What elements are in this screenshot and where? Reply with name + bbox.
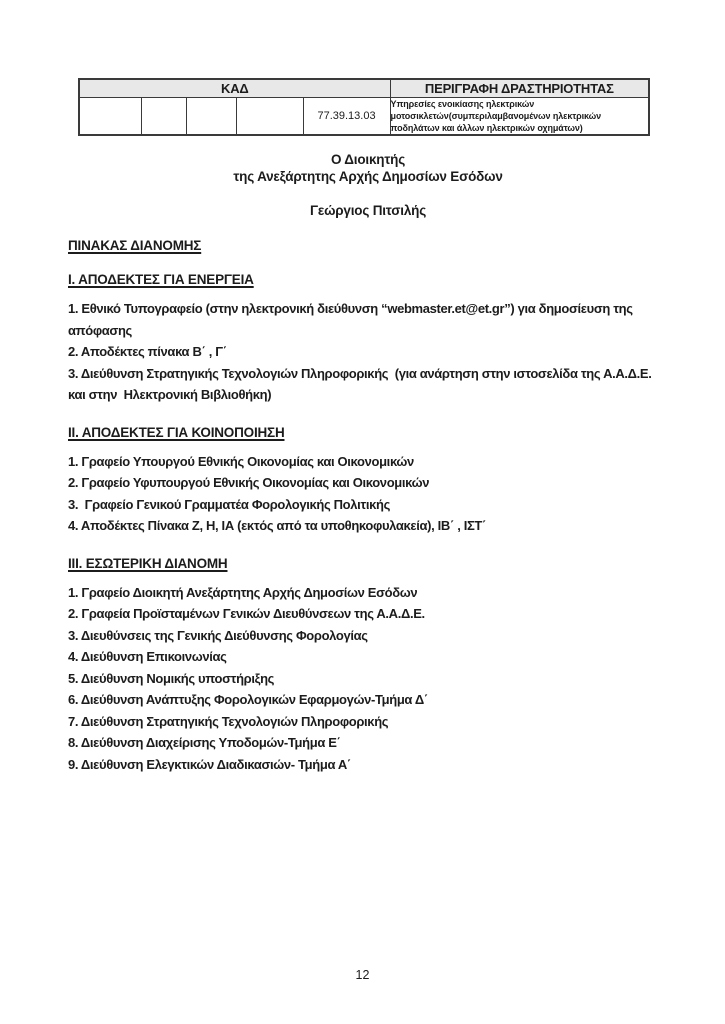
list-item: 4. Διεύθυνση Επικοινωνίας xyxy=(68,649,227,665)
distribution-table-title: ΠΙΝΑΚΑΣ ΔΙΑΝΟΜΗΣ xyxy=(68,238,202,254)
list-item: 2. Γραφείο Υφυπουργού Εθνικής Οικονομίας και Οικονομικών xyxy=(68,475,430,491)
kad-code-cell: 77.39.13.03 xyxy=(303,98,390,136)
list-item: 7. Διεύθυνση Στρατηγικής Τεχνολογιών Πληροφορικής xyxy=(68,713,389,729)
empty-cell xyxy=(79,98,141,136)
signatory-title-line2: της Ανεξάρτητης Αρχής Δημοσίων Εσόδων xyxy=(233,169,503,185)
list-item: 3. Διεύθυνση Στρατηγικής Τεχνολογιών Πληροφορικής (για ανάρτηση στην ιστοσελίδα της Α.Α.Δ.Ε. και στην Ηλεκτρονική Βιβλιοθήκη) xyxy=(68,365,655,403)
section-heading-recipients-for-notification: ΙΙ. ΑΠΟΔΕΚΤΕΣ ΓΙΑ ΚΟΙΝΟΠΟΙΗΣΗ xyxy=(68,424,285,440)
table-header-row xyxy=(79,79,649,98)
list-item: 4. Αποδέκτες Πίνακα Ζ, Η, ΙΑ (εκτός από τα υποθηκοφυλακεία), ΙΒ΄ , ΙΣΤ΄ xyxy=(68,518,486,534)
list-item: 3. Διευθύνσεις της Γενικής Διεύθυνσης Φορολογίας xyxy=(68,627,368,643)
list-item: 5. Διεύθυνση Νομικής υποστήριξης xyxy=(68,670,275,686)
kad-table xyxy=(78,78,650,136)
list-item: 1. Γραφείο Διοικητή Ανεξάρτητης Αρχής Δημοσίων Εσόδων xyxy=(68,584,418,600)
activity-description-column-header: ΠΕΡΙΓΡΑΦΗ ΔΡΑΣΤΗΡΙΟΤΗΤΑΣ xyxy=(390,79,649,98)
document-content xyxy=(68,78,668,775)
list-item: 2. Αποδέκτες πίνακα Β΄ , Γ΄ xyxy=(68,344,227,360)
section-heading-internal-distribution: ΙΙΙ. ΕΣΩΤΕΡΙΚΗ ΔΙΑΝΟΜΗ xyxy=(68,555,228,571)
section-items-recipients-for-notification xyxy=(68,451,668,537)
list-item: 3. Γραφείο Γενικού Γραμματέα Φορολογικής Πολιτικής xyxy=(68,496,391,512)
list-item: 8. Διεύθυνση Διαχείρισης Υποδομών-Τμήμα Ε΄ xyxy=(68,735,341,751)
section-items-internal-distribution xyxy=(68,582,668,776)
signatory-name: Γεώργιος Πιτσιλής xyxy=(309,203,427,219)
list-item: 1. Εθνικό Τυπογραφείο (στην ηλεκτρονική διεύθυνση “webmaster.et@et.gr”) για δημοσίευση της απόφασης xyxy=(68,301,636,338)
list-item: 9. Διεύθυνση Ελεγκτικών Διαδικασιών- Τμήμα Α΄ xyxy=(68,756,351,772)
empty-cell xyxy=(141,98,186,136)
empty-cell xyxy=(236,98,303,136)
table-row xyxy=(79,98,649,136)
list-item: 1. Γραφείο Υπουργού Εθνικής Οικονομίας και Οικονομικών xyxy=(68,453,414,469)
section-items-recipients-for-action xyxy=(68,298,668,406)
signatory-title-line1: Ο Διοικητής xyxy=(330,152,406,168)
list-item: 6. Διεύθυνση Ανάπτυξης Φορολογικών Εφαρμογών-Τμήμα Δ΄ xyxy=(68,692,428,708)
list-item: 2. Γραφεία Προϊσταμένων Γενικών Διευθύνσεων της Α.Α.Δ.Ε. xyxy=(68,606,425,622)
page-number: 12 xyxy=(355,968,370,982)
signature-block xyxy=(68,151,668,219)
activity-description-cell: Υπηρεσίες ενοικίασης ηλεκτρικών μοτοσικλετών(συμπεριλαμβανομένων ηλεκτρικών ποδηλάτων και άλλων ηλεκτρικών οχημάτων) xyxy=(390,98,649,136)
empty-cell xyxy=(186,98,236,136)
kad-column-header: ΚΑΔ xyxy=(79,79,390,98)
section-heading-recipients-for-action: Ι. ΑΠΟΔΕΚΤΕΣ ΓΙΑ ΕΝΕΡΓΕΙΑ xyxy=(68,272,254,288)
